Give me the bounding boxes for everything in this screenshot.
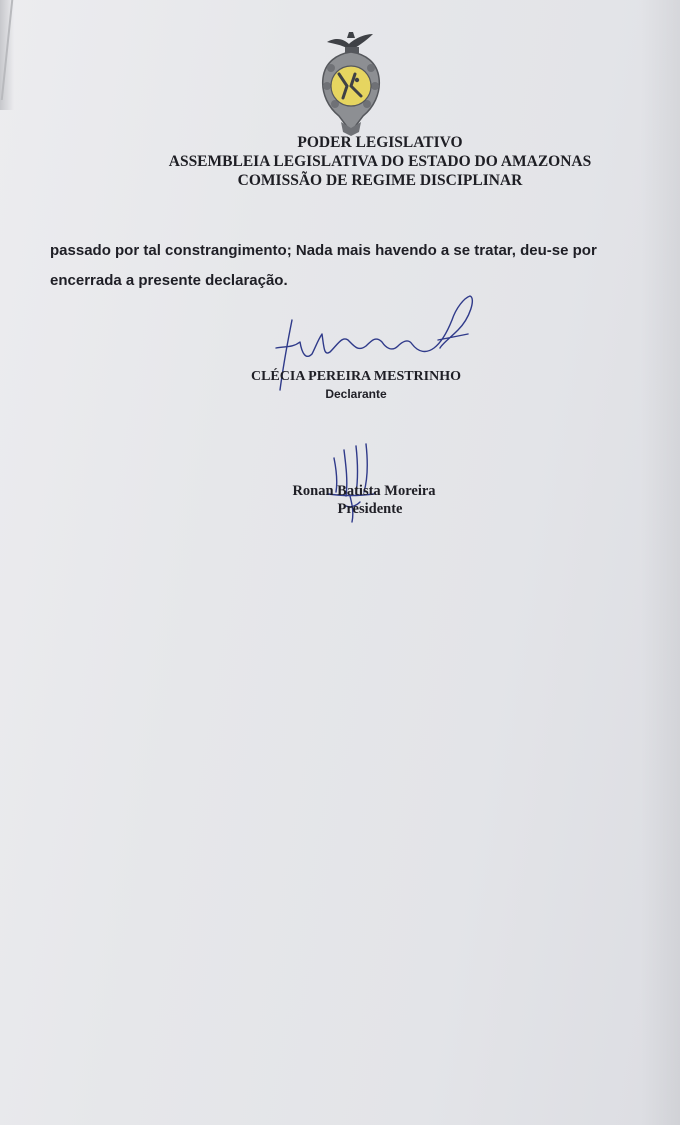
presidente-name: Ronan Batista Moreira [292, 483, 436, 499]
header-line-1: PODER LEGISLATIVO [297, 134, 463, 151]
header-line-3: COMISSÃO DE REGIME DISCIPLINAR [237, 172, 523, 189]
declarante-name: CLÉCIA PEREIRA MESTRINHO [250, 369, 462, 384]
amazonas-coat-of-arms-icon [311, 28, 391, 136]
body-line-1: passado por tal constrangimento; Nada mais havendo a se tratar, deu-se por [50, 242, 597, 259]
document-header [0, 133, 680, 190]
body-line-2: encerrada a presente declaração. [50, 272, 288, 289]
document-body [50, 236, 660, 296]
declarante-role: Declarante [325, 387, 387, 401]
header-line-2: ASSEMBLEIA LEGISLATIVA DO ESTADO DO AMAZONAS [168, 153, 592, 170]
presidente-role: Presidente [337, 501, 403, 517]
